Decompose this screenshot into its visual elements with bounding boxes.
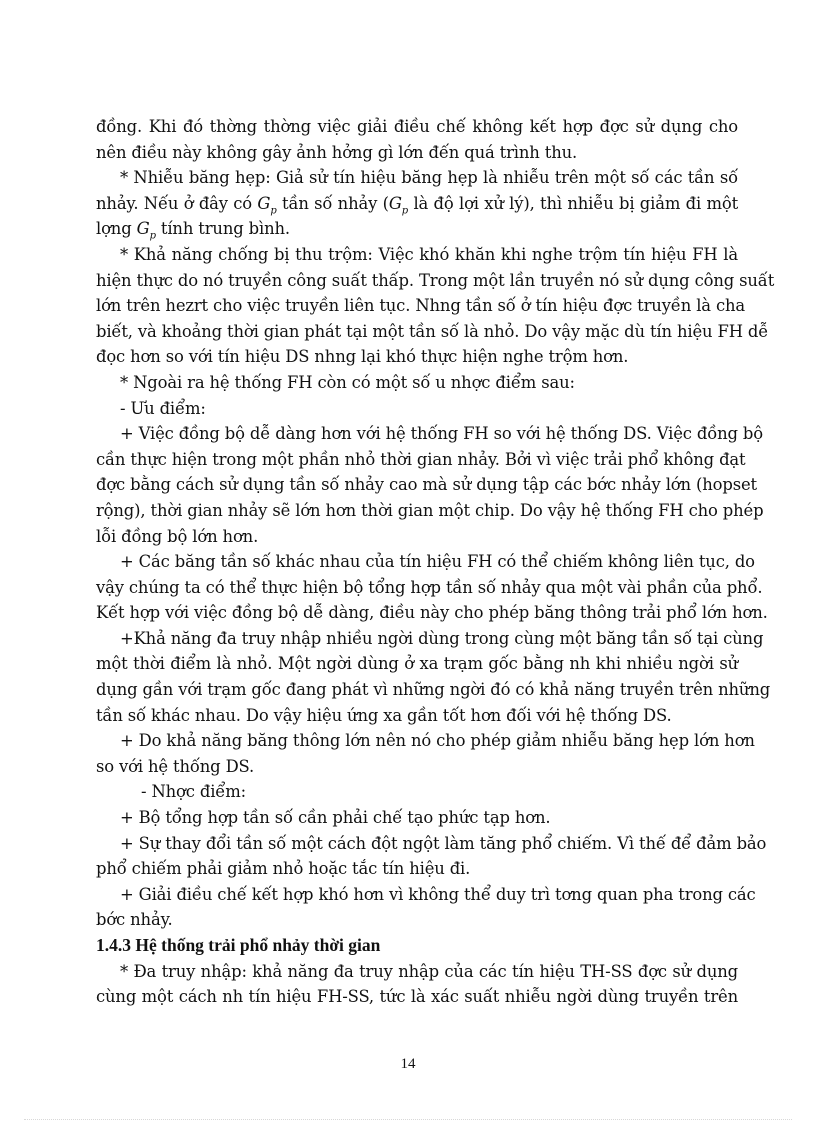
text-line: dụng gần với trạm gốc đang phát vì những ngời đó có khả năng truyền trên những (96, 680, 771, 700)
text-line: + Sự thay đổi tần số một cách đột ngột làm tăng phổ chiếm. Vì thế để đảm bảo (120, 833, 767, 853)
page-number: 14 (400, 1056, 416, 1072)
text-line: - Nhợc điểm: (141, 782, 246, 802)
text-line: bớc nhảy. (96, 910, 173, 930)
text-line: +Khả năng đa truy nhập nhiều ngời dùng trong cùng một băng tần số tại cùng (120, 628, 764, 648)
text-line: + Bộ tổng hợp tần số cần phải chế tạo phức tạp hơn. (120, 808, 551, 828)
text-line: + Các băng tần số khác nhau của tín hiệu FH có thể chiếm không liên tục, do (120, 552, 755, 572)
paragraph-block (96, 114, 775, 933)
text-line: + Do khả năng băng thông lớn nên nó cho phép giảm nhiễu băng hẹp lớn hơn (120, 731, 755, 751)
section-heading: 1.4.3 Hệ thống trải phổ nhảy thời gian (96, 935, 381, 955)
text-line: nên điều này không gây ảnh hởng gì lớn đến quá trình thu. (96, 142, 578, 162)
text-line: lớn trên hezrt cho việc truyền liên tục. Nhng tần số ở tín hiệu đợc truyền là cha (96, 296, 746, 316)
text-line: hiện thực do nó truyền công suất thấp. Trong một lần truyền nó sử dụng công suất (96, 270, 775, 290)
text-line: phổ chiếm phải giảm nhỏ hoặc tắc tín hiệu đi. (96, 859, 471, 879)
text-line: lợng $G_p$ tính trung bình. (96, 219, 290, 242)
paragraph-block (96, 959, 738, 1010)
document-body (96, 114, 775, 1010)
text-line: rộng), thời gian nhảy sẽ lớn hơn thời gian một chip. Do vậy hệ thống FH cho phép (96, 500, 764, 520)
text-line: nhảy. Nếu ở đây có $G_p$ tần số nhảy ($G_p$ là độ lợi xử lý), thì nhiễu bị giảm đi một (96, 193, 739, 217)
text-line: * Nhiễu băng hẹp: Giả sử tín hiệu băng hẹp là nhiễu trên một số các tần số (120, 168, 738, 188)
text-line: tần số khác nhau. Do vậy hiệu ứng xa gần tốt hơn đối với hệ thống DS. (96, 705, 672, 725)
text-line: đợc bằng cách sử dụng tần số nhảy cao mà sử dụng tập các bớc nhảy lớn (hopset (96, 475, 757, 495)
text-line: đồng. Khi đó thờng thờng việc giải điều chế không kết hợp đợc sử dụng cho (96, 117, 738, 136)
text-line: + Việc đồng bộ dễ dàng hơn với hệ thống FH so với hệ thống DS. Việc đồng bộ (120, 424, 763, 444)
text-line: lỗi đồng bộ lớn hơn. (96, 526, 259, 546)
text-line: + Giải điều chế kết hợp khó hơn vì không thể duy trì tơng quan pha trong các (120, 884, 756, 904)
text-line: so với hệ thống DS. (96, 756, 255, 776)
text-line: đọc hơn so với tín hiệu DS nhng lại khó thực hiện nghe trộm hơn. (96, 347, 629, 367)
text-line: vậy chúng ta có thể thực hiện bộ tổng hợp tần số nhảy qua một vài phần của phổ. (96, 577, 763, 597)
text-line: * Đa truy nhập: khả năng đa truy nhập của các tín hiệu TH-SS đợc sử dụng (120, 961, 738, 981)
text-line: * Ngoài ra hệ thống FH còn có một số u nhợc điểm sau: (120, 372, 575, 392)
text-line: biết, và khoảng thời gian phát tại một tần số là nhỏ. Do vậy mặc dù tín hiệu FH dễ (96, 321, 769, 341)
text-line: - Ưu điểm: (120, 398, 206, 418)
text-line: * Khả năng chống bị thu trộm: Việc khó khăn khi nghe trộm tín hiệu FH là (120, 244, 738, 264)
text-line: Kết hợp với việc đồng bộ dễ dàng, điều này cho phép băng thông trải phổ lớn hơn. (96, 603, 768, 623)
text-line: cùng một cách nh tín hiệu FH-SS, tức là xác suất nhiễu ngời dùng truyền trên (96, 987, 738, 1007)
text-line: một thời điểm là nhỏ. Một ngời dùng ở xa trạm gốc bằng nh khi nhiều ngời sử (96, 654, 738, 674)
footer-divider (24, 1119, 792, 1120)
text-line: cần thực hiện trong một phần nhỏ thời gian nhảy. Bởi vì việc trải phổ không đạt (96, 449, 746, 469)
